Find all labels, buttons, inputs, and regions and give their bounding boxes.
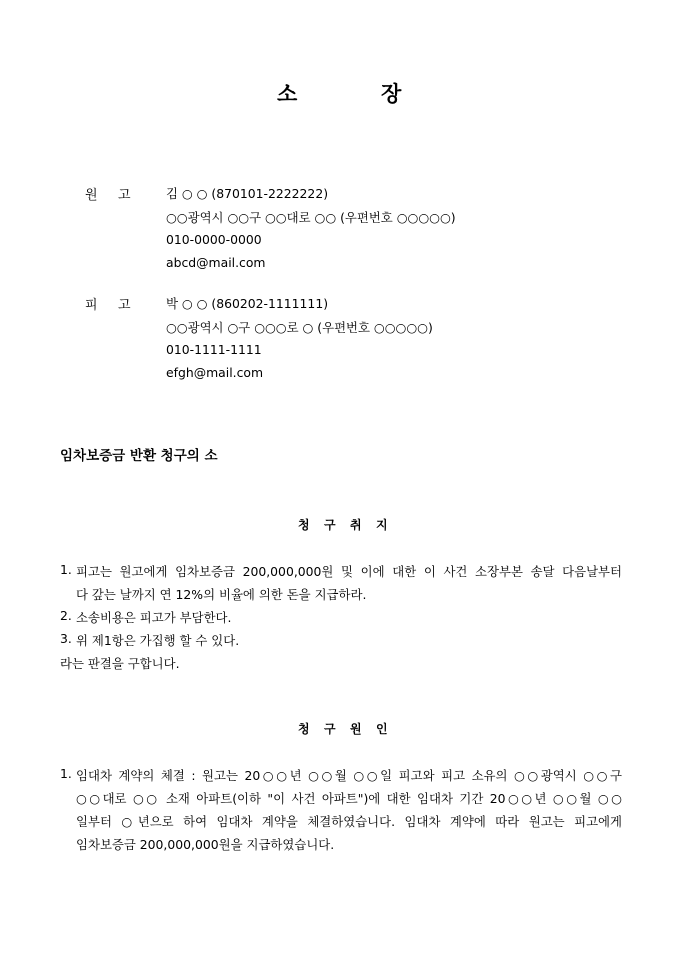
claim-cause-item-1-number: 1. — [60, 766, 72, 781]
plaintiff-name: 김 ○ ○ (870101-2222222) — [166, 186, 329, 201]
claim-purpose-item-1-line-1: 피고는 원고에게 임차보증금 200,000,000원 및 이에 대한 이 사건 소장부본 송달 다음날부터 — [76, 564, 622, 579]
plaintiff-email: abcd@mail.com — [166, 255, 266, 270]
title-char-1: 소 — [277, 82, 298, 106]
claim-cause-item-1-line-3: 일부터 ○년으로 하여 임대차 계약을 체결하였습니다. 임대차 계약에 따라 원고는 피고에게 — [76, 814, 622, 829]
defendant-phone: 010-1111-1111 — [166, 342, 262, 357]
claim-cause-heading-char-1: 청 — [298, 722, 310, 736]
plaintiff-phone: 010-0000-0000 — [166, 232, 262, 247]
claim-cause-heading-char-3: 원 — [350, 722, 362, 736]
claim-cause-heading-char-2: 구 — [324, 722, 336, 736]
claim-cause-item-1-line-2: ○○대로 ○○ 소재 아파트(이하 "이 사건 아파트")에 대한 임대차 기간 20○○년 ○○월 ○○ — [76, 791, 622, 806]
plaintiff-label-1: 원 — [85, 188, 98, 203]
claim-purpose-closing: 라는 판결을 구합니다. — [60, 656, 180, 671]
claim-purpose-heading-char-3: 취 — [350, 518, 362, 532]
claim-purpose-heading-char-1: 청 — [298, 518, 310, 532]
plaintiff-label-2: 고 — [118, 188, 131, 203]
claim-purpose-item-2-number: 2. — [60, 608, 72, 623]
plaintiff-address: ○○광역시 ○○구 ○○대로 ○○ (우편번호 ○○○○○) — [166, 210, 456, 225]
claim-purpose-heading-char-4: 지 — [376, 518, 388, 532]
defendant-label-1: 피 — [85, 298, 98, 313]
defendant-name: 박 ○ ○ (860202-1111111) — [166, 296, 329, 311]
claim-cause-item-1-line-1: 임대차 계약의 체결 : 원고는 20○○년 ○○월 ○○일 피고와 피고 소유의 ○○광역시 ○○구 — [76, 768, 622, 783]
defendant-email: efgh@mail.com — [166, 365, 264, 380]
defendant-address: ○○광역시 ○구 ○○○로 ○ (우편번호 ○○○○○) — [166, 320, 433, 335]
claim-cause-heading-char-4: 인 — [376, 722, 388, 736]
claim-cause-item-1-line-4: 임차보증금 200,000,000원을 지급하였습니다. — [76, 837, 335, 852]
claim-purpose-item-1-number: 1. — [60, 562, 72, 577]
case-name: 임차보증금 반환 청구의 소 — [60, 448, 218, 464]
title-char-2: 장 — [381, 82, 402, 106]
defendant-label-2: 고 — [118, 298, 131, 313]
claim-purpose-item-1-line-2: 다 갚는 날까지 연 12%의 비율에 의한 돈을 지급하라. — [76, 587, 367, 602]
claim-purpose-heading-char-2: 구 — [324, 518, 336, 532]
claim-purpose-item-3-number: 3. — [60, 631, 72, 646]
claim-purpose-item-2-line-1: 소송비용은 피고가 부담한다. — [76, 610, 232, 625]
claim-purpose-item-3-line-1: 위 제1항은 가집행 할 수 있다. — [76, 633, 240, 648]
